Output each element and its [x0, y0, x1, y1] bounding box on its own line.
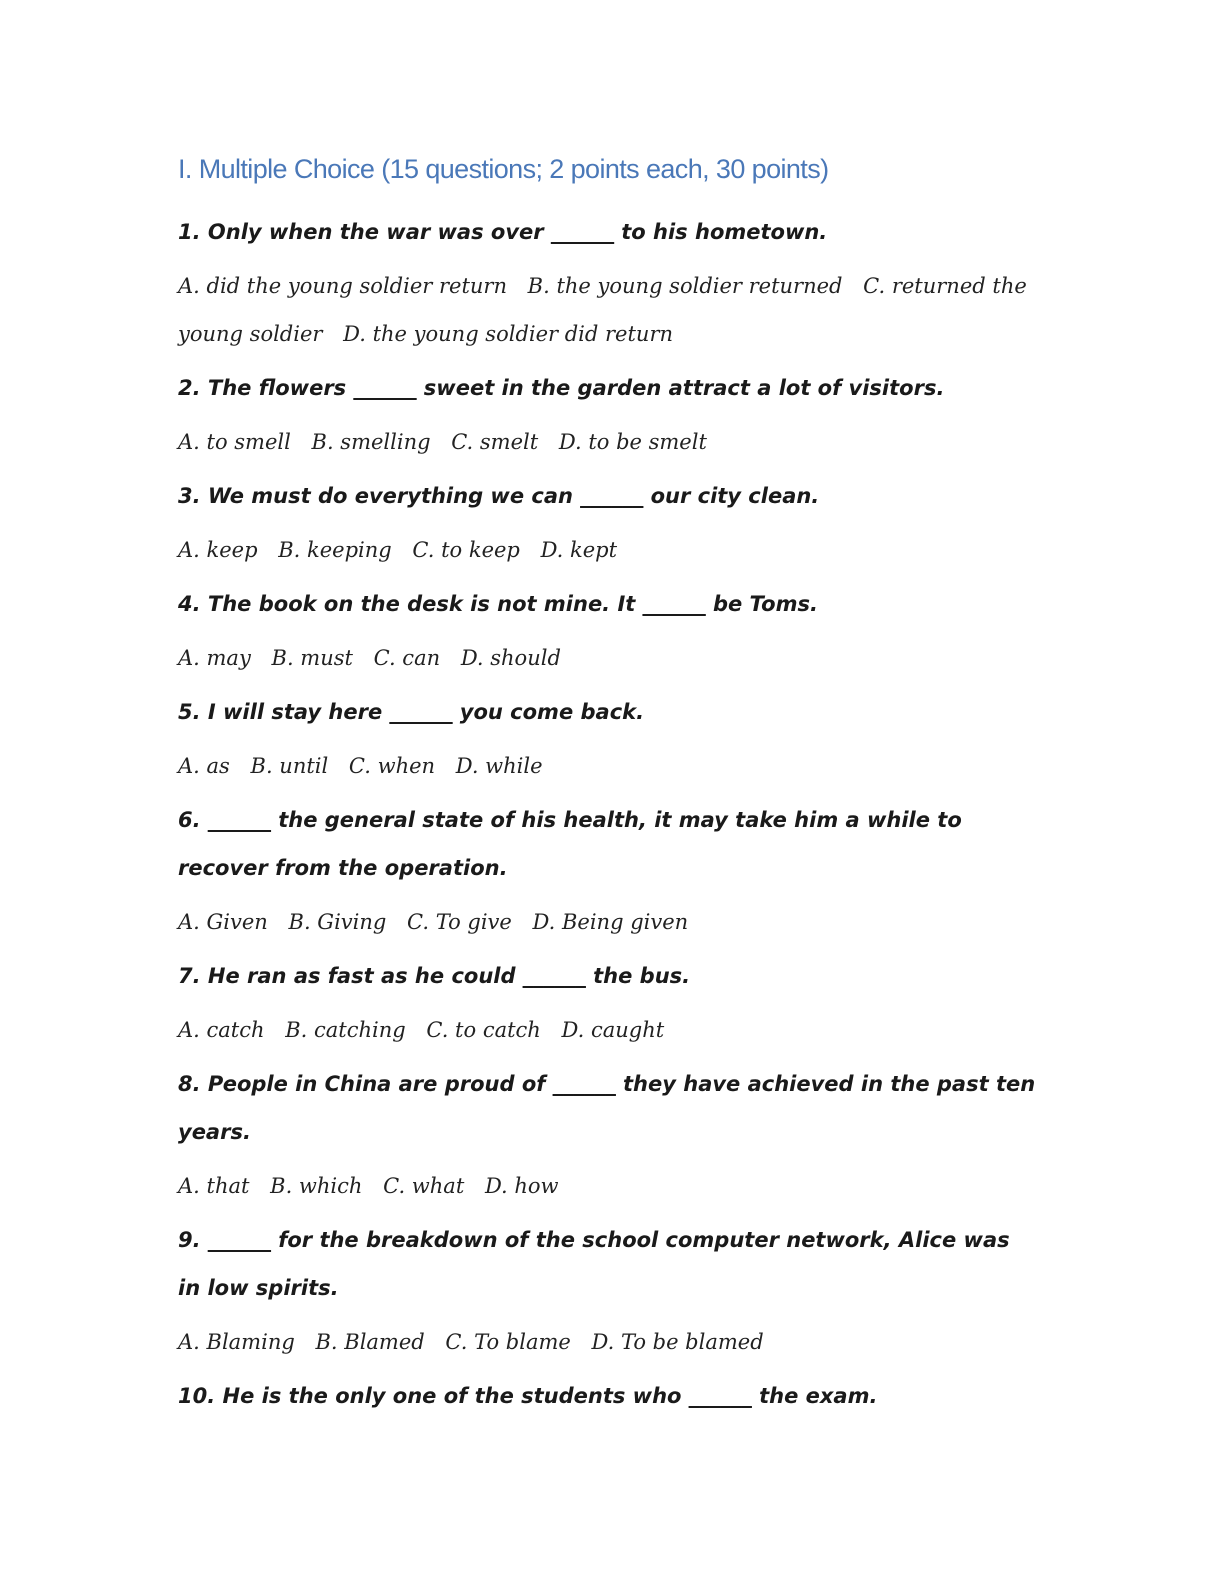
option-a: A. catch [178, 1018, 265, 1042]
question-5-options [178, 742, 1038, 790]
option-a: A. did the young soldier return [178, 274, 507, 298]
option-b: B. which [270, 1174, 363, 1198]
question-10-stem: 10. He is the only one of the students who ______ the exam. [178, 1384, 878, 1408]
option-a: A. to smell [178, 430, 291, 454]
question-5-stem: 5. I will stay here ______ you come back. [178, 700, 645, 724]
option-a: A. Given [178, 910, 268, 934]
exam-page [178, 150, 1038, 1426]
option-b: B. Blamed [315, 1330, 425, 1354]
option-d: D. kept [540, 538, 618, 562]
option-c: C. when [348, 754, 436, 778]
question-6-stem: 6. ______ the general state of his health, it may take him a while to recover from the operation. [178, 808, 962, 880]
option-a: A. Blaming [178, 1330, 295, 1354]
option-c: C. can [373, 646, 441, 670]
question-1-stem: 1. Only when the war was over ______ to his hometown. [178, 220, 828, 244]
section-title: I. Multiple Choice (15 questions; 2 points each, 30 points) [178, 154, 829, 184]
option-b: B. catching [285, 1018, 406, 1042]
option-c: C. To blame [445, 1330, 571, 1354]
question-8-stem: 8. People in China are proud of ______ they have achieved in the past ten years. [178, 1072, 1036, 1144]
question-2-stem: 2. The flowers ______ sweet in the garden attract a lot of visitors. [178, 376, 945, 400]
question-4-options [178, 634, 1038, 682]
option-c: C. smelt [451, 430, 539, 454]
question-3-stem: 3. We must do everything we can ______ our city clean. [178, 484, 820, 508]
option-d: D. caught [561, 1018, 665, 1042]
option-b: B. the young soldier returned [527, 274, 843, 298]
option-d: D. should [460, 646, 561, 670]
option-d: D. to be smelt [558, 430, 707, 454]
option-a: A. keep [178, 538, 258, 562]
question-9-stem: 9. ______ for the breakdown of the school computer network, Alice was in low spirits. [178, 1228, 1010, 1300]
question-3-options [178, 526, 1038, 574]
question-7-options [178, 1006, 1038, 1054]
option-c: C. what [383, 1174, 465, 1198]
option-d: D. To be blamed [591, 1330, 764, 1354]
option-b: B. must [271, 646, 353, 670]
question-8-options [178, 1162, 1038, 1210]
option-c: C. To give [407, 910, 512, 934]
option-c: C. to catch [426, 1018, 541, 1042]
option-d: D. how [484, 1174, 559, 1198]
option-d: D. Being given [532, 910, 689, 934]
option-b: B. Giving [288, 910, 387, 934]
option-b: B. until [250, 754, 329, 778]
question-6-options [178, 898, 1038, 946]
option-a: A. may [178, 646, 251, 670]
question-4-stem: 4. The book on the desk is not mine. It ______ be Toms. [178, 592, 818, 616]
question-7-stem: 7. He ran as fast as he could ______ the bus. [178, 964, 691, 988]
option-c: C. to keep [412, 538, 520, 562]
question-2-options [178, 418, 1038, 466]
question-1-options [178, 262, 1038, 358]
option-b: B. smelling [311, 430, 431, 454]
option-b: B. keeping [278, 538, 392, 562]
option-a: A. that [178, 1174, 250, 1198]
option-d: D. while [455, 754, 543, 778]
option-a: A. as [178, 754, 230, 778]
option-c: C. returned the young soldier [178, 274, 1027, 346]
question-9-options [178, 1318, 1038, 1366]
option-d: D. the young soldier did return [343, 322, 674, 346]
